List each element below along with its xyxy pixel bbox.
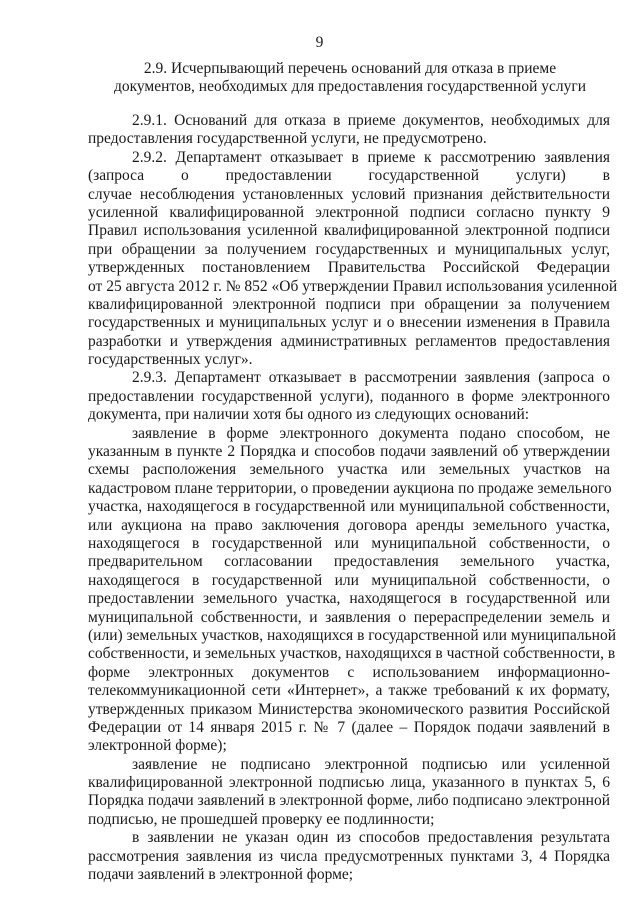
paragraph-line: Правил использования усиленной квалифицированной электронной подписи — [88, 222, 610, 240]
paragraph-line: кадастровом плане территории, о проведении аукциона по продаже земельного — [88, 479, 612, 497]
paragraph-line: находящегося в государственной или муниципальной собственности, о — [88, 534, 610, 552]
paragraph-line: предоставлении земельного участка, находящегося в государственной или — [88, 590, 610, 608]
paragraph-line: утвержденных приказом Министерства экономического развития Российской — [88, 700, 610, 718]
document-body — [88, 112, 618, 884]
paragraph-line: Порядка подачи заявлений в электронной форме, либо подписано электронной — [88, 792, 610, 810]
paragraph-line: участка, находящегося в государственной или муниципальной собственности, — [88, 498, 610, 516]
paragraph-line: форме электронных документов с использованием информационно- — [88, 663, 610, 681]
paragraph-line: подачи заявлений в электронной форме; — [88, 866, 354, 884]
paragraph-line: 2.9.3. Департамент отказывает в рассмотрении заявления (запроса о — [132, 369, 610, 387]
paragraph-line: усиленной квалифицированной электронной подписи согласно пункту 9 — [88, 203, 610, 221]
paragraph-line: (запроса о предоставлении государственной услуги) в — [88, 167, 610, 185]
paragraph-line: заявление не подписано электронной подписью или усиленной — [132, 755, 610, 773]
paragraph-line: 2.9.1. Оснований для отказа в приеме документов, необходимых для — [132, 112, 610, 129]
paragraph-line: муниципальной собственности, и заявления о перераспределении земель и — [88, 608, 610, 626]
paragraph-line: указанным в пункте 2 Порядка и способов подачи заявлений об утверждении — [88, 443, 610, 461]
paragraph-line: телекоммуникационной сети «Интернет», а также требований к их формату, — [88, 682, 610, 700]
paragraph-line: или аукциона на право заключения договора аренды земельного участка, — [88, 516, 610, 534]
section-heading — [90, 60, 610, 96]
paragraph-line: предоставлении государственной услуги), поданного в форме электронного — [88, 387, 610, 405]
paragraph-line: разработки и утверждения административных регламентов предоставления — [88, 332, 610, 350]
paragraph-line: государственных услуг». — [88, 351, 253, 369]
paragraph-line: в заявлении не указан один из способов предоставления результата — [132, 829, 610, 847]
paragraph-line: находящегося в государственной или муниципальной собственности, о — [88, 571, 610, 589]
paragraph-line: утвержденных постановлением Правительства Российской Федерации — [88, 259, 610, 277]
paragraph-line: предварительном согласовании предоставления земельного участка, — [88, 553, 610, 571]
section-heading-line: документов, необходимых для предоставления государственной услуги — [113, 78, 587, 95]
paragraph-line: квалифицированной электронной подписи при обращении за получением — [88, 295, 610, 313]
paragraph-line: Федерации от 14 января 2015 г. № 7 (далее – Порядок подачи заявлений в — [88, 718, 610, 736]
paragraph-line: при обращении за получением государственных и муниципальных услуг, — [88, 240, 610, 258]
paragraph-line: от 25 августа 2012 г. № 852 «Об утверждении Правил использования усиленной — [88, 277, 618, 295]
paragraph-line: рассмотрения заявления из числа предусмотренных пунктами 3, 4 Порядка — [88, 847, 610, 865]
paragraph-line: электронной форме); — [88, 737, 227, 755]
paragraph-line: случае несоблюдения установленных условий признания действительности — [88, 185, 610, 203]
paragraph-line: заявление в форме электронного документа подано способом, не — [132, 424, 610, 442]
paragraph-line: подписью, не прошедшей проверку ее подлинности; — [88, 810, 435, 828]
paragraph-line: государственных и муниципальных услуг и о внесении изменения в Правила — [88, 314, 610, 332]
paragraph-line: (или) земельных участков, находящихся в государственной или муниципальной — [88, 626, 616, 644]
paragraph-line: документа, при наличии хотя бы одного из следующих оснований: — [88, 406, 530, 424]
paragraph-line: собственности, и земельных участков, находящихся в частной собственности, в — [88, 645, 616, 663]
paragraph-line: предоставления государственной услуги, не предусмотрено. — [88, 130, 487, 148]
paragraph-line: схемы расположения земельного участка или земельных участков на — [88, 461, 610, 479]
paragraph-line: 2.9.2. Департамент отказывает в приеме к рассмотрению заявления — [132, 148, 610, 166]
section-heading-line: 2.9. Исчерпывающий перечень оснований для отказа в приеме — [143, 60, 557, 77]
paragraph-line: квалифицированной электронной подписью лица, указанного в пунктах 5, 6 — [88, 774, 610, 792]
page-number: 9 — [315, 34, 324, 51]
